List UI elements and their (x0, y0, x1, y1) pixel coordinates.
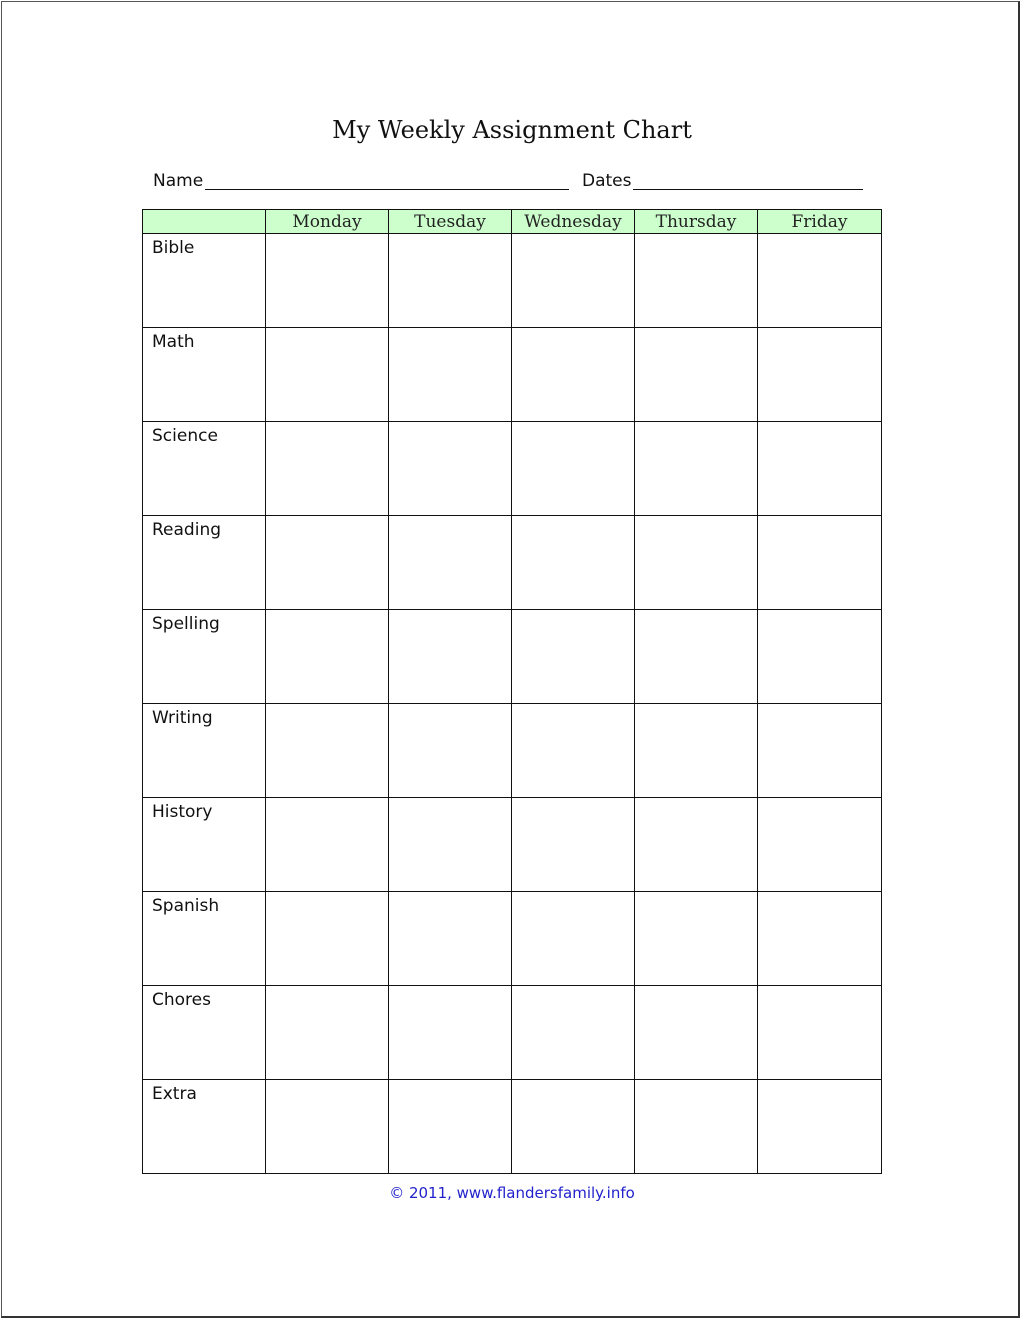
assignment-cell-tuesday[interactable] (389, 1080, 512, 1174)
name-dates-row (153, 171, 865, 195)
assignment-cell-thursday[interactable] (635, 610, 758, 704)
assignment-cell-monday[interactable] (266, 234, 389, 328)
assignment-cell-wednesday[interactable] (512, 798, 635, 892)
assignment-cell-friday[interactable] (758, 422, 882, 516)
assignment-cell-thursday[interactable] (635, 234, 758, 328)
day-header-friday: Friday (758, 210, 882, 234)
subject-label: Bible (143, 234, 266, 328)
page-title: My Weekly Assignment Chart (332, 116, 692, 144)
assignment-cell-tuesday[interactable] (389, 798, 512, 892)
assignment-cell-thursday[interactable] (635, 422, 758, 516)
assignment-cell-thursday[interactable] (635, 892, 758, 986)
table-row (143, 234, 882, 328)
assignment-cell-thursday[interactable] (635, 516, 758, 610)
assignment-cell-monday[interactable] (266, 798, 389, 892)
assignment-cell-friday[interactable] (758, 1080, 882, 1174)
day-header-tuesday: Tuesday (389, 210, 512, 234)
header-row (143, 210, 882, 234)
day-header-thursday: Thursday (635, 210, 758, 234)
subject-label: Spelling (143, 610, 266, 704)
assignment-cell-monday[interactable] (266, 328, 389, 422)
subject-label: Writing (143, 704, 266, 798)
assignment-cell-monday[interactable] (266, 704, 389, 798)
assignment-cell-friday[interactable] (758, 516, 882, 610)
table-row (143, 986, 882, 1080)
table-row (143, 328, 882, 422)
assignment-cell-wednesday[interactable] (512, 704, 635, 798)
assignment-cell-monday[interactable] (266, 422, 389, 516)
assignment-cell-monday[interactable] (266, 892, 389, 986)
assignment-cell-thursday[interactable] (635, 328, 758, 422)
assignment-cell-tuesday[interactable] (389, 986, 512, 1080)
assignment-cell-tuesday[interactable] (389, 704, 512, 798)
assignment-cell-friday[interactable] (758, 234, 882, 328)
assignment-cell-friday[interactable] (758, 704, 882, 798)
assignment-cell-monday[interactable] (266, 516, 389, 610)
subject-label: Science (143, 422, 266, 516)
subject-label: Reading (143, 516, 266, 610)
day-header-wednesday: Wednesday (512, 210, 635, 234)
copyright-footer: © 2011, www.flandersfamily.info (389, 1184, 635, 1202)
assignment-cell-tuesday[interactable] (389, 516, 512, 610)
name-blank-line[interactable] (205, 189, 569, 190)
assignment-cell-wednesday[interactable] (512, 516, 635, 610)
subject-label: Spanish (143, 892, 266, 986)
assignment-cell-wednesday[interactable] (512, 328, 635, 422)
dates-blank-line[interactable] (633, 189, 863, 190)
table-row (143, 892, 882, 986)
assignment-cell-monday[interactable] (266, 1080, 389, 1174)
table-row (143, 422, 882, 516)
assignment-table (142, 209, 882, 1174)
dates-label: Dates (582, 171, 632, 191)
assignment-cell-wednesday[interactable] (512, 610, 635, 704)
subject-label: Math (143, 328, 266, 422)
assignment-cell-friday[interactable] (758, 892, 882, 986)
assignment-cell-wednesday[interactable] (512, 892, 635, 986)
assignment-cell-thursday[interactable] (635, 704, 758, 798)
table-row (143, 1080, 882, 1174)
assignment-cell-friday[interactable] (758, 798, 882, 892)
assignment-cell-thursday[interactable] (635, 986, 758, 1080)
subject-label: Chores (143, 986, 266, 1080)
assignment-cell-tuesday[interactable] (389, 422, 512, 516)
assignment-cell-thursday[interactable] (635, 798, 758, 892)
assignment-cell-wednesday[interactable] (512, 986, 635, 1080)
assignment-cell-friday[interactable] (758, 610, 882, 704)
assignment-cell-thursday[interactable] (635, 1080, 758, 1174)
corner-cell (143, 210, 266, 234)
assignment-cell-tuesday[interactable] (389, 234, 512, 328)
assignment-cell-wednesday[interactable] (512, 234, 635, 328)
assignment-cell-tuesday[interactable] (389, 892, 512, 986)
assignment-cell-monday[interactable] (266, 610, 389, 704)
assignment-cell-friday[interactable] (758, 986, 882, 1080)
assignment-cell-wednesday[interactable] (512, 422, 635, 516)
table-row (143, 798, 882, 892)
assignment-cell-friday[interactable] (758, 328, 882, 422)
assignment-cell-tuesday[interactable] (389, 610, 512, 704)
assignment-cell-tuesday[interactable] (389, 328, 512, 422)
table-row (143, 610, 882, 704)
table-row (143, 704, 882, 798)
assignment-cell-wednesday[interactable] (512, 1080, 635, 1174)
table-row (143, 516, 882, 610)
subject-label: Extra (143, 1080, 266, 1174)
assignment-cell-monday[interactable] (266, 986, 389, 1080)
day-header-monday: Monday (266, 210, 389, 234)
subject-label: History (143, 798, 266, 892)
name-label: Name (153, 171, 204, 191)
